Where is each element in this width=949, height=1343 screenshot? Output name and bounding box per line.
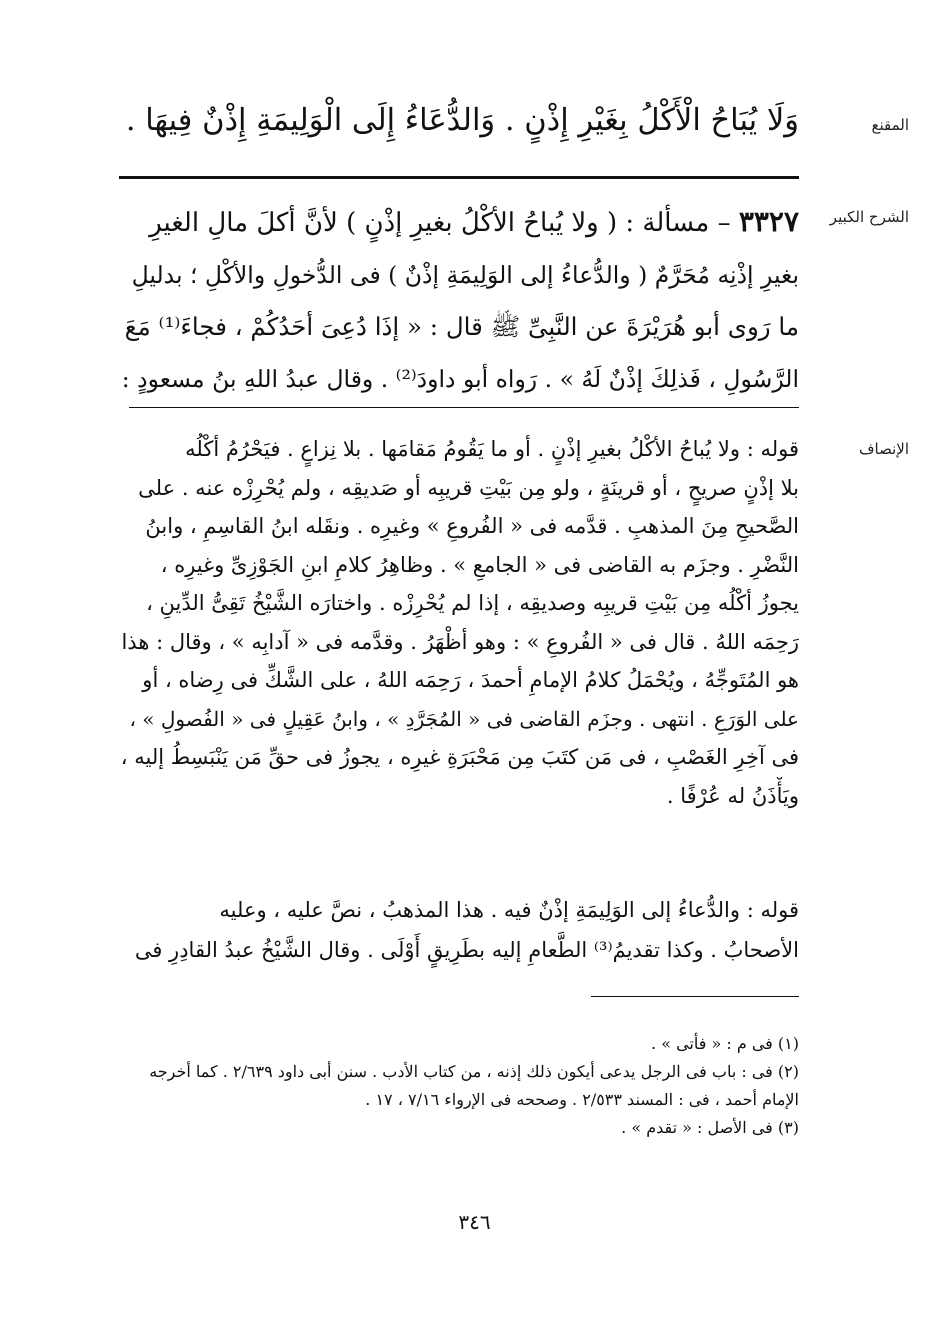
issue-number: ٣٣٢٧ xyxy=(738,205,799,238)
section-divider-thick xyxy=(119,176,799,179)
footnote: (٣) فى الأصل : « تقدم » . xyxy=(621,1118,799,1137)
insaf-line: يجوزُ أكْلُه مِن بَيْتِ قريبِه وصديقِه ، إذا لم يُحْرِزْه . واختارَه الشَّيْخُ تَقِىُّ الدِّينِ ، xyxy=(146,591,799,615)
sharh-text-block xyxy=(119,196,799,405)
insaf-line: على الوَرَعِ . انتهى . وجزَم القاضى فى « المُجَرَّدِ » ، وابنُ عَقِيلٍ فى « الفُصولِ » ، xyxy=(129,706,799,731)
sharh-line: بغيرِ إذْنِه مُحَرَّمٌ ( والدُّعاءُ إلى الوَلِيمَةِ إذْنٌ ) فى الدُّخولِ والأكْلِ ؛ بدليلِ xyxy=(131,261,799,289)
muqni-text-block xyxy=(119,92,799,150)
muqni-text: وَلَا يُبَاحُ الْأَكْلُ بِغَيْرِ إِذْنٍ . وَالدُّعَاءُ إِلَى الْوَلِيمَةِ إِذْنٌ فِيهَا . xyxy=(125,103,799,138)
footnotes-block xyxy=(119,1030,799,1142)
insaf-line: ويَأْذَنُ له عُرْفًا . xyxy=(666,783,799,808)
sharh-line xyxy=(119,196,799,249)
insaf-line: قوله : والدُّعاءُ إلى الوَلِيمَةِ إذْنٌ فيه . هذا المذهبُ ، نصَّ عليه ، وعليه xyxy=(219,898,799,922)
insaf-line: رَحِمَه اللهُ . قال فى « الفُروعِ » : وهو أظْهَرُ . وقدَّمه فى « آدابِه » ، وقال : هذا xyxy=(121,629,799,654)
margin-label-muqni: المقنع xyxy=(871,116,909,134)
page-number: ٣٤٦ xyxy=(458,1210,491,1234)
insaf-line: فى آخِرِ الغَصْبِ ، فى مَن كتَبَ مِن مَحْبَرَةِ غيرِه ، يجوزُ فى حقِّ مَن يَنْبَسِطُ إليه ، xyxy=(120,745,799,769)
sharh-line: ما رَوى أبو هُرَيْرَةَ عن النَّبِىِّ ﷺ قال : « إذَا دُعِىَ أحَدُكُمْ ، فجاءَ⁽¹⁾ مَعَ xyxy=(124,312,799,341)
insaf-line: هو المُتَوجِّهُ ، ويُحْمَلُ كلامُ الإمامِ أحمدَ ، رَحِمَه اللهُ ، على الشَّكِّ فى رِضاه ، أو xyxy=(142,668,799,692)
insaf-line: الصَّحيحِ مِنَ المذهبِ . قدَّمه فى « الفُروعِ » وغيرِه . ونقَله ابنُ القاسِمِ ، وابنُ xyxy=(145,514,799,538)
insaf-line: الأصحابُ . وكذا تقديمُ⁽³⁾ الطَّعامِ إليه بطَرِيقٍ أَوْلَى . وقال الشَّيْخُ عبدُ القادِرِ فى xyxy=(134,938,799,962)
footnote-divider xyxy=(591,996,799,997)
margin-label-sharh: الشرح الكبير xyxy=(829,208,909,226)
insaf-paragraph-1 xyxy=(119,430,799,815)
footnote: (٢) فى : باب فى الرجل يدعى أيكون ذلك إذنه ، من كتاب الأدب . سنن أبى داود ٢/٦٣٩ . كما أخرجه xyxy=(149,1062,799,1081)
sharh-line-text: – مسألة : ( ولا يُباحُ الأكْلُ بغيرِ إذْنٍ ) لأنَّ أكلَ مالِ الغيرِ xyxy=(149,208,731,238)
sharh-line: الرَّسُولِ ، فَذلِكَ إذْنٌ لَهُ » . رَواه أبو داودَ⁽²⁾ . وقال عبدُ اللهِ بنُ مسعودٍ : xyxy=(121,365,799,393)
insaf-line: قوله : ولا يُباحُ الأكْلُ بغيرِ إذْنٍ . أو ما يَقُومُ مَقامَها . بلا نِزاعٍ . فيَحْرُمُ أكْلُه xyxy=(185,437,799,461)
section-divider-thin xyxy=(129,407,799,408)
insaf-line: بلا إذْنٍ صريحٍ ، أو قرينَةٍ ، ولو مِن بَيْتِ قريبِه أو صَديقِه ، ولم يُحْرِزْه عنه . على xyxy=(138,475,799,500)
margin-label-insaf: الإنصاف xyxy=(858,440,909,458)
footnote: (١) فى م : « فأتى » . xyxy=(651,1034,799,1053)
insaf-paragraph-2 xyxy=(119,890,799,970)
insaf-line: النَّضْرِ . وجزَم به القاضى فى « الجامعِ » . وظاهِرُ كلامِ ابنِ الجَوْزِىِّ وغيرِه ، xyxy=(160,552,799,577)
footnote: الإمام أحمد ، فى : المسند ٢/٥٣٣ . وصححه فى الإرواء ٧/١٦ ، ١٧ . xyxy=(365,1090,799,1109)
